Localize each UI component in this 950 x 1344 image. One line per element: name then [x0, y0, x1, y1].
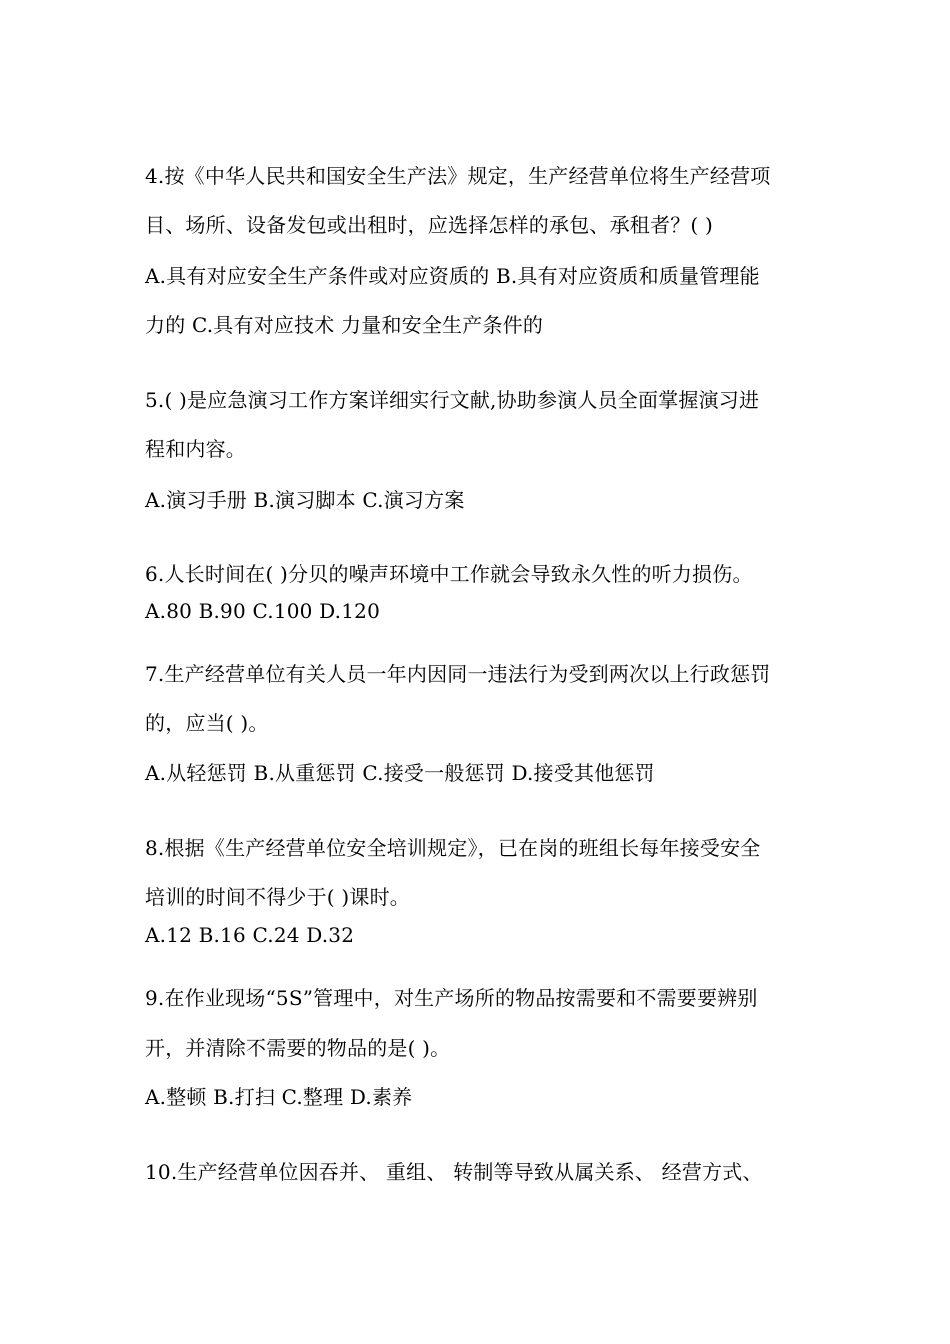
q8-line-1: 8.根据《生产经营单位安全培训规定》，已在岗的班组长每年接受安全 [145, 836, 761, 860]
q7-line-1: 7.生产经营单位有关人员一年内因同一违法行为受到两次以上行政惩罚 [145, 662, 771, 686]
q4-line-1: 4.按《中华人民共和国安全生产法》规定，生产经营单位将生产经营项 [145, 164, 771, 188]
q9-line-2: 开，并清除不需要的物品的是( )。 [145, 1036, 451, 1060]
q6-options: A.80 B.90 C.100 D.120 [145, 599, 381, 623]
q6-line-1: 6.人长时间在( )分贝的噪声环境中工作就会导致永久性的听力损伤。 [145, 562, 753, 586]
q8-options: A.12 B.16 C.24 D.32 [145, 923, 355, 947]
q4-options-line-2: 力的 C.具有对应技术 力量和安全生产条件的 [145, 313, 544, 337]
q4-options-line-1: A.具有对应安全生产条件或对应资质的 B.具有对应资质和质量管理能 [145, 264, 760, 288]
q9-options: A.整顿 B.打扫 C.整理 D.素养 [145, 1085, 413, 1109]
q5-options: A.演习手册 B.演习脚本 C.演习方案 [145, 488, 465, 512]
q7-line-2: 的，应当( )。 [145, 711, 269, 735]
q10-line-1: 10.生产经营单位因吞并、 重组、 转制等导致从属关系、 经营方式、 [145, 1160, 763, 1184]
q5-line-1: 5.( )是应急演习工作方案详细实行文献,协助参演人员全面掌握演习进 [145, 388, 760, 412]
q4-line-2: 目、场所、设备发包或出租时，应选择怎样的承包、承租者？( ) [145, 213, 713, 237]
q5-line-2: 程和内容。 [145, 437, 246, 461]
q9-line-1: 9.在作业现场“5S”管理中，对生产场所的物品按需要和不需要要辨别 [145, 986, 758, 1010]
q7-options: A.从轻惩罚 B.从重惩罚 C.接受一般惩罚 D.接受其他惩罚 [145, 761, 655, 785]
q8-line-2: 培训的时间不得少于( )课时。 [145, 885, 410, 909]
